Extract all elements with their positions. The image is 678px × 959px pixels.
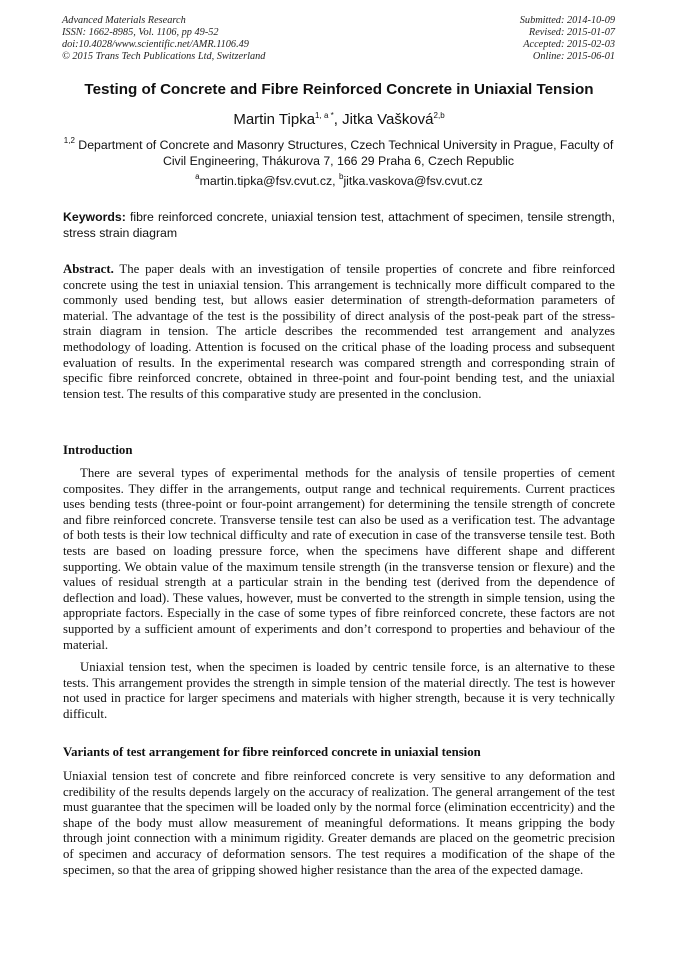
author-affiliation-marker: 2,b xyxy=(433,111,445,120)
author-separator: , xyxy=(333,111,343,128)
email-marker: b xyxy=(339,172,344,181)
email-link[interactable]: martin.tipka@fsv.cvut.cz xyxy=(199,174,333,188)
author-name: Jitka Vašková xyxy=(342,111,434,128)
keywords-text: fibre reinforced concrete, uniaxial tension test, attachment of specimen, tensile strength, stress strain diagram xyxy=(63,210,615,240)
email-link[interactable]: jitka.vaskova@fsv.cvut.cz xyxy=(343,174,483,188)
paper-title: Testing of Concrete and Fibre Reinforced Concrete in Uniaxial Tension xyxy=(84,81,594,98)
author-affiliation-marker: 1, a * xyxy=(315,111,334,120)
keywords-label: Keywords: xyxy=(63,210,126,224)
author-list xyxy=(40,110,638,130)
abstract-text: The paper deals with an investigation of tensile properties of concrete and fibre reinforced concrete using the test in uniaxial tension. This arrangement is technically more difficult compared to the commonly used bending test, but allows easier determination of strength-deformation parameters of material. The advantage of the test is the possibility of direct analysis of the post-peak part of the stress-strain diagram in tension. The article describes the recommended test arrangement and analyzes methodology of loading. Attention is focused on the critical phase of the loading process and subsequent evaluation of results. In the experimental research was compared strength and corresponding strain of specific fibre reinforced concrete, obtained in three-point and four-point bending test, and the uniaxial tension test. The results of this comparative study are presented in the conclusion. xyxy=(63,262,615,401)
publication-dates xyxy=(520,15,615,63)
online-date: Online: 2015-06-01 xyxy=(532,51,615,62)
accepted-date: Accepted: 2015-02-03 xyxy=(523,39,615,50)
body-paragraph: Uniaxial tension test, when the specimen is loaded by centric tensile force, is an alternative to these tests. This arrangement provides the strength in simple tension of the material directly. The test is however not used in practice for larger specimens and materials with higher strength, because it is very technically difficult. xyxy=(63,660,615,721)
body-paragraph: Uniaxial tension test of concrete and fibre reinforced concrete is very sensitive to any deformation and credibility of the results depends largely on the accuracy of realization. The general arrangement of the test must guarantee that the specimen will be loaded only by the normal force (elimination eccentricity) and the shape of the body must allow measurement of meaningful deformations. It means gripping the body through joint connection with a minimum rigidity. Greater demands are placed on the geometric precision of specimen and accuracy of deformation sensors. The test requires a modification of the shape of the specimen, so that the area of gripping showed higher resistance than the area of the expected damage. xyxy=(63,769,615,877)
abstract xyxy=(63,262,615,402)
email-separator: , xyxy=(332,174,339,188)
issn-line: ISSN: 1662-8985, Vol. 1106, pp 49-52 xyxy=(62,27,219,38)
journal-info xyxy=(62,15,265,63)
abstract-label: Abstract. xyxy=(63,262,114,276)
section-heading-variants: Variants of test arrangement for fibre reinforced concrete in uniaxial tension xyxy=(63,745,481,759)
body-paragraph: There are several types of experimental methods for the analysis of tensile properties of cement composites. They differ in the arrangements, output range and technical requirements. Current practices uses bending tests (three-point or four-point arrangement) for determining the tensile strength of concrete and fibre reinforced concrete. Transverse tensile test can also be used as a verification test. The advantage of both tests is their low technical difficulty and rate of execution in case of the transverse tensile test. Both tests are based on loading pressure force, when the specimens have different shape and different supporting. We obtain value of the maximum tensile strength (in the transverse tension or flexure) and the values of residual strength at a particular strain in the bending test (derived from the dependence of deflection and load). These values, however, must be converted to the strength in simple tension, using the appropriate factors. Especially in the case of some types of fibre reinforced concrete, these factors are not supported by a sufficient amount of experiments and don’t correspond to properties and behaviour of the material. xyxy=(63,466,615,652)
author-name: Martin Tipka xyxy=(233,111,316,128)
section-heading-introduction: Introduction xyxy=(63,443,133,457)
revised-date: Revised: 2015-01-07 xyxy=(528,27,615,38)
submitted-date: Submitted: 2014-10-09 xyxy=(519,15,615,26)
affiliation xyxy=(62,137,615,169)
keywords xyxy=(63,209,615,241)
doi-line: doi:10.4028/www.scientific.net/AMR.1106.49 xyxy=(62,39,249,50)
copyright-line: © 2015 Trans Tech Publications Ltd, Switzerland xyxy=(62,51,266,62)
affiliation-marker: 1,2 xyxy=(63,136,75,145)
affiliation-text: Department of Concrete and Masonry Structures, Czech Technical University in Prague, Faculty of Civil Engineering, Thákurova 7, 166 29 Praha 6, Czech Republic xyxy=(74,138,614,168)
email-marker: a xyxy=(195,172,200,181)
author-emails xyxy=(40,173,638,189)
journal-name: Advanced Materials Research xyxy=(62,15,186,26)
